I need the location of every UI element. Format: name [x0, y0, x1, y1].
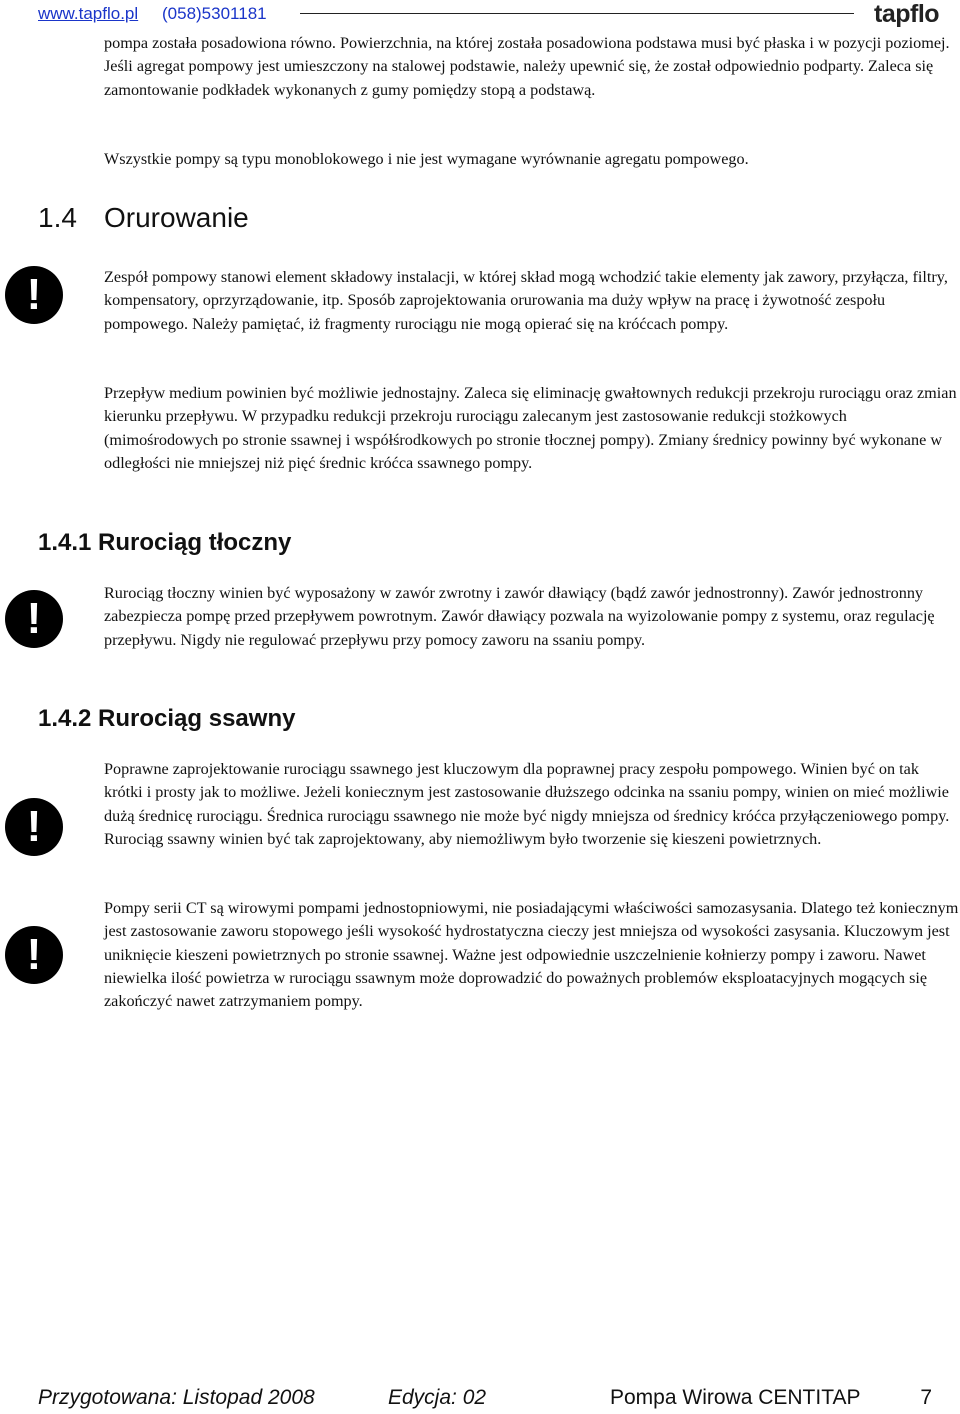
warning-icon: !	[5, 590, 63, 648]
page-footer	[38, 1386, 932, 1414]
section-heading-1-4-1: 1.4.1 Rurociąg tłoczny	[38, 529, 292, 556]
rurociag-ssawny-paragraph-1: Poprawne zaprojektowanie rurociągu ssawnego jest kluczowym dla poprawnej pracy zespołu pompowego. Winien być on tak krótki i prosty jak to możliwe. Jeżeli koniecznym jest zastosowanie dłuższego odcinka na ssaniu pompy, winien on mieć możliwie dużą średnicę rurociągu. Średnica rurociągu ssawnego nie może być nigdy mniejsza od średnicy króćca przyłączeniowego pompy. Rurociąg ssawny winien być tak zaprojektowany, aby niemożliwym było tworzenie się kieszeni powietrznych.	[104, 760, 950, 848]
footer-page-number: 7	[920, 1386, 932, 1409]
tapflo-logo	[874, 0, 946, 30]
section-title: Orurowanie	[104, 202, 249, 233]
footer-prepared-date: Przygotowana: Listopad 2008	[38, 1386, 315, 1409]
website-link[interactable]: www.tapflo.pl	[38, 4, 139, 23]
intro-paragraph-2: Wszystkie pompy są typu monoblokowego i nie jest wymagane wyrównanie agregatu pompowego.	[104, 150, 749, 168]
warning-icon: !	[5, 926, 63, 984]
page-header	[38, 0, 946, 30]
warning-icon: !	[5, 266, 63, 324]
warning-icon: !	[5, 798, 63, 856]
logo-text: tapflo	[874, 0, 940, 28]
orurowanie-paragraph-2: Przepływ medium powinien być możliwie jednostajny. Zaleca się eliminację gwałtownych redukcji przekroju rurociągu oraz zmian kierunku przepływu. W przypadku redukcji przekroju rurociągu zalecanym jest zastosowanie redukcji stożkowych (mimośrodowych po stronie ssawnej i współśrodkowych po stronie tłocznej pompy). Zmiany średnicy powinny być wykonane w odległości nie mniejszej niż pięć średnic króćca ssawnego pompy.	[104, 384, 957, 472]
orurowanie-paragraph-1: Zespół pompowy stanowi element składowy instalacji, w której skład mogą wchodzić takie elementy jak zawory, przyłącza, filtry, kompensatory, oprzyrządowanie, itp. Sposób zaprojektowania orurowania ma duży wpływ na pracę i żywotność zespołu pompowego. Należy pamiętać, iż fragmenty rurociągu nie mogą opierać się na króćcach pompy.	[104, 268, 948, 333]
phone-number: (058)5301181	[162, 4, 267, 23]
rurociag-tloczny-paragraph: Rurociąg tłoczny winien być wyposażony w zawór zwrotny i zawór dławiący (bądź zawór jednostronny). Zawór jednostronny zabezpiecza pompę przed przepływem powrotnym. Zawór dławiący pozwala na wyizolowanie pompy z systemu, oraz regulację przepływu. Nigdy nie regulować przepływu przy pomocy zaworu na ssaniu pompy.	[104, 584, 935, 649]
section-heading-1-4	[38, 202, 249, 234]
intro-paragraph-1: pompa została posadowiona równo. Powierzchnia, na której została posadowiona podstawa musi być płaska i w pozycji poziomej. Jeśli agregat pompowy jest umieszczony na stalowej podstawie, należy upewnić się, że został odpowiednio podparty. Zaleca się zamontowanie podkładek wykonanych z gumy pomiędzy stopą a podstawą.	[104, 34, 950, 99]
header-divider	[300, 13, 854, 14]
section-number: 1.4	[38, 202, 77, 233]
footer-document-title: Pompa Wirowa CENTITAP	[610, 1386, 861, 1409]
footer-edition: Edycja: 02	[388, 1386, 487, 1409]
section-heading-1-4-2: 1.4.2 Rurociąg ssawny	[38, 705, 296, 732]
rurociag-ssawny-paragraph-2: Pompy serii CT są wirowymi pompami jednostopniowymi, nie posiadającymi właściwości samozasysania. Dlatego też koniecznym jest zastosowanie zaworu stopowego jeśli wysokość hydrostatyczna cieczy jest mniejsza od wysokości zasysania. Kluczowym jest uniknięcie kieszeni powietrznych po stronie ssawnej. Ważne jest odpowiednie uszczelnienie kołnierzy pompy i zaworu. Nawet niewielka ilość powietrza w rurociągu ssawnym może doprowadzić do poważnych problemów eksploatacyjnych mogących się zakończyć nawet zatrzymaniem pompy.	[104, 899, 959, 1011]
